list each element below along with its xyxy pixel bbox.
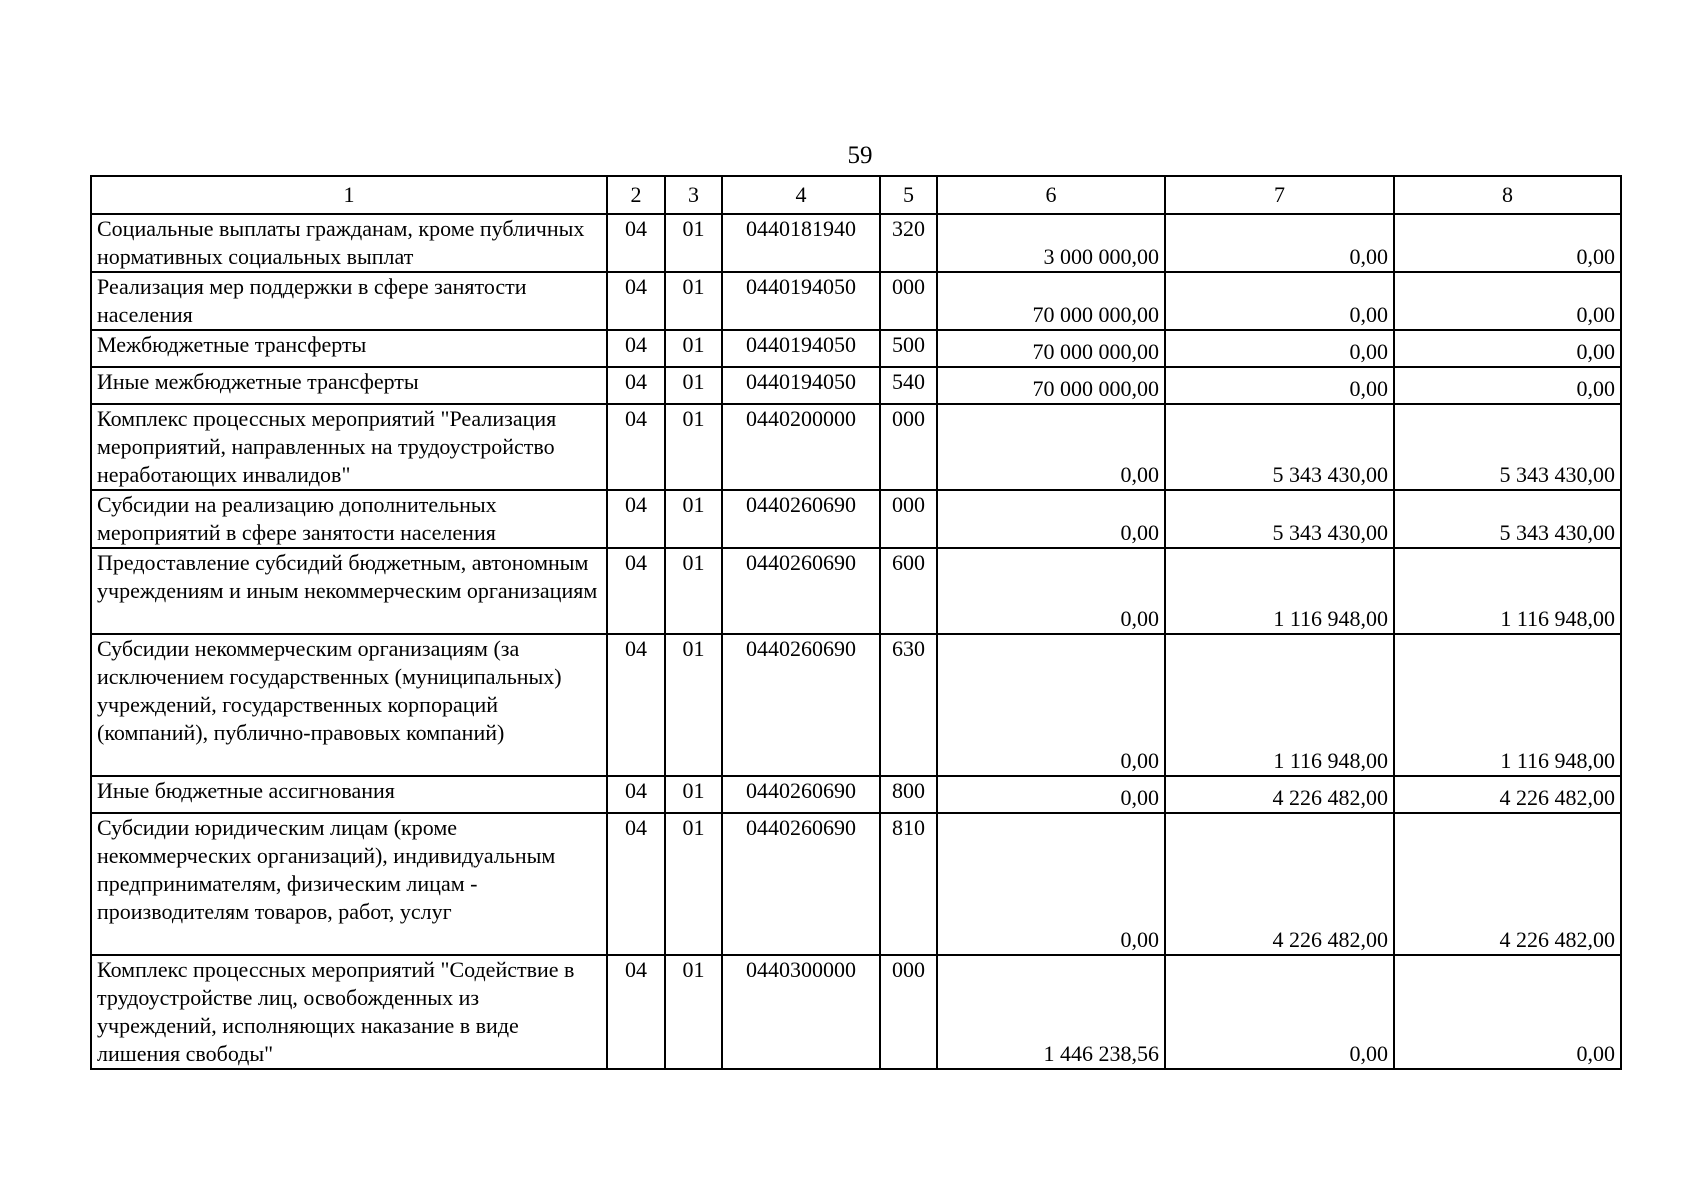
table-header-row	[91, 176, 1621, 214]
row-name-cell: Иные бюджетные ассигнования	[91, 776, 607, 813]
expense-type-cell: 630	[880, 634, 937, 776]
amount-col7-cell: 1 116 948,00	[1165, 634, 1394, 776]
section-code-cell: 04	[607, 272, 665, 330]
column-header: 3	[665, 176, 722, 214]
table-row	[91, 367, 1621, 404]
table-row	[91, 548, 1621, 634]
amount-col6-cell: 0,00	[937, 404, 1165, 490]
amount-col8-cell: 5 343 430,00	[1394, 404, 1621, 490]
column-header: 4	[722, 176, 880, 214]
column-header: 2	[607, 176, 665, 214]
amount-col8-cell: 4 226 482,00	[1394, 813, 1621, 955]
expense-type-cell: 000	[880, 272, 937, 330]
column-header: 6	[937, 176, 1165, 214]
subsection-code-cell: 01	[665, 330, 722, 367]
table-row	[91, 776, 1621, 813]
amount-col8-cell: 0,00	[1394, 955, 1621, 1069]
row-name-cell: Субсидии юридическим лицам (кроме некоммерческих организаций), индивидуальным предпринимателям, физическим лицам - производителям товаров, работ, услуг	[91, 813, 607, 955]
expense-type-cell: 600	[880, 548, 937, 634]
subsection-code-cell: 01	[665, 955, 722, 1069]
target-article-cell: 0440260690	[722, 634, 880, 776]
row-name-cell: Иные межбюджетные трансферты	[91, 367, 607, 404]
target-article-cell: 0440260690	[722, 548, 880, 634]
section-code-cell: 04	[607, 813, 665, 955]
amount-col8-cell: 0,00	[1394, 272, 1621, 330]
amount-col8-cell: 5 343 430,00	[1394, 490, 1621, 548]
expense-type-cell: 000	[880, 404, 937, 490]
amount-col6-cell: 70 000 000,00	[937, 330, 1165, 367]
amount-col8-cell: 0,00	[1394, 367, 1621, 404]
table-row	[91, 214, 1621, 272]
section-code-cell: 04	[607, 367, 665, 404]
amount-col7-cell: 0,00	[1165, 214, 1394, 272]
target-article-cell: 0440260690	[722, 813, 880, 955]
section-code-cell: 04	[607, 404, 665, 490]
amount-col6-cell: 3 000 000,00	[937, 214, 1165, 272]
table-row	[91, 634, 1621, 776]
row-name-cell: Социальные выплаты гражданам, кроме публичных нормативных социальных выплат	[91, 214, 607, 272]
target-article-cell: 0440200000	[722, 404, 880, 490]
expense-type-cell: 800	[880, 776, 937, 813]
page-number: 59	[847, 142, 873, 169]
amount-col6-cell: 0,00	[937, 813, 1165, 955]
expense-type-cell: 000	[880, 955, 937, 1069]
expense-type-cell: 500	[880, 330, 937, 367]
row-name-cell: Субсидии на реализацию дополнительных мероприятий в сфере занятости населения	[91, 490, 607, 548]
table-row	[91, 813, 1621, 955]
amount-col7-cell: 0,00	[1165, 330, 1394, 367]
section-code-cell: 04	[607, 490, 665, 548]
subsection-code-cell: 01	[665, 634, 722, 776]
subsection-code-cell: 01	[665, 367, 722, 404]
amount-col6-cell: 0,00	[937, 548, 1165, 634]
section-code-cell: 04	[607, 330, 665, 367]
amount-col8-cell: 1 116 948,00	[1394, 634, 1621, 776]
expense-type-cell: 810	[880, 813, 937, 955]
amount-col7-cell: 5 343 430,00	[1165, 404, 1394, 490]
amount-col6-cell: 0,00	[937, 490, 1165, 548]
target-article-cell: 0440181940	[722, 214, 880, 272]
amount-col8-cell: 4 226 482,00	[1394, 776, 1621, 813]
expense-type-cell: 320	[880, 214, 937, 272]
column-header: 7	[1165, 176, 1394, 214]
target-article-cell: 0440300000	[722, 955, 880, 1069]
subsection-code-cell: 01	[665, 272, 722, 330]
subsection-code-cell: 01	[665, 776, 722, 813]
budget-table	[90, 175, 1622, 1070]
amount-col7-cell: 5 343 430,00	[1165, 490, 1394, 548]
amount-col7-cell: 0,00	[1165, 367, 1394, 404]
column-header: 1	[91, 176, 607, 214]
amount-col6-cell: 70 000 000,00	[937, 272, 1165, 330]
amount-col7-cell: 1 116 948,00	[1165, 548, 1394, 634]
column-header: 8	[1394, 176, 1621, 214]
amount-col6-cell: 0,00	[937, 634, 1165, 776]
expense-type-cell: 540	[880, 367, 937, 404]
row-name-cell: Межбюджетные трансферты	[91, 330, 607, 367]
subsection-code-cell: 01	[665, 548, 722, 634]
table-row	[91, 955, 1621, 1069]
target-article-cell: 0440260690	[722, 776, 880, 813]
target-article-cell: 0440194050	[722, 272, 880, 330]
row-name-cell: Комплекс процессных мероприятий "Реализация мероприятий, направленных на трудоустройство неработающих инвалидов"	[91, 404, 607, 490]
amount-col7-cell: 4 226 482,00	[1165, 813, 1394, 955]
row-name-cell: Предоставление субсидий бюджетным, автономным учреждениям и иным некоммерческим организациям	[91, 548, 607, 634]
amount-col8-cell: 0,00	[1394, 214, 1621, 272]
column-header: 5	[880, 176, 937, 214]
target-article-cell: 0440194050	[722, 330, 880, 367]
section-code-cell: 04	[607, 214, 665, 272]
section-code-cell: 04	[607, 955, 665, 1069]
subsection-code-cell: 01	[665, 490, 722, 548]
amount-col7-cell: 4 226 482,00	[1165, 776, 1394, 813]
section-code-cell: 04	[607, 634, 665, 776]
section-code-cell: 04	[607, 776, 665, 813]
amount-col6-cell: 1 446 238,56	[937, 955, 1165, 1069]
row-name-cell: Комплекс процессных мероприятий "Содействие в трудоустройстве лиц, освобожденных из учреждений, исполняющих наказание в виде лишения свободы"	[91, 955, 607, 1069]
table-row	[91, 330, 1621, 367]
subsection-code-cell: 01	[665, 404, 722, 490]
amount-col6-cell: 70 000 000,00	[937, 367, 1165, 404]
section-code-cell: 04	[607, 548, 665, 634]
table-row	[91, 272, 1621, 330]
amount-col6-cell: 0,00	[937, 776, 1165, 813]
table-row	[91, 490, 1621, 548]
table-row	[91, 404, 1621, 490]
target-article-cell: 0440260690	[722, 490, 880, 548]
amount-col7-cell: 0,00	[1165, 955, 1394, 1069]
expense-type-cell: 000	[880, 490, 937, 548]
subsection-code-cell: 01	[665, 813, 722, 955]
amount-col8-cell: 1 116 948,00	[1394, 548, 1621, 634]
row-name-cell: Реализация мер поддержки в сфере занятости населения	[91, 272, 607, 330]
subsection-code-cell: 01	[665, 214, 722, 272]
amount-col7-cell: 0,00	[1165, 272, 1394, 330]
row-name-cell: Субсидии некоммерческим организациям (за исключением государственных (муниципальных) учреждений, государственных корпораций (компаний), публично-правовых компаний)	[91, 634, 607, 776]
target-article-cell: 0440194050	[722, 367, 880, 404]
amount-col8-cell: 0,00	[1394, 330, 1621, 367]
